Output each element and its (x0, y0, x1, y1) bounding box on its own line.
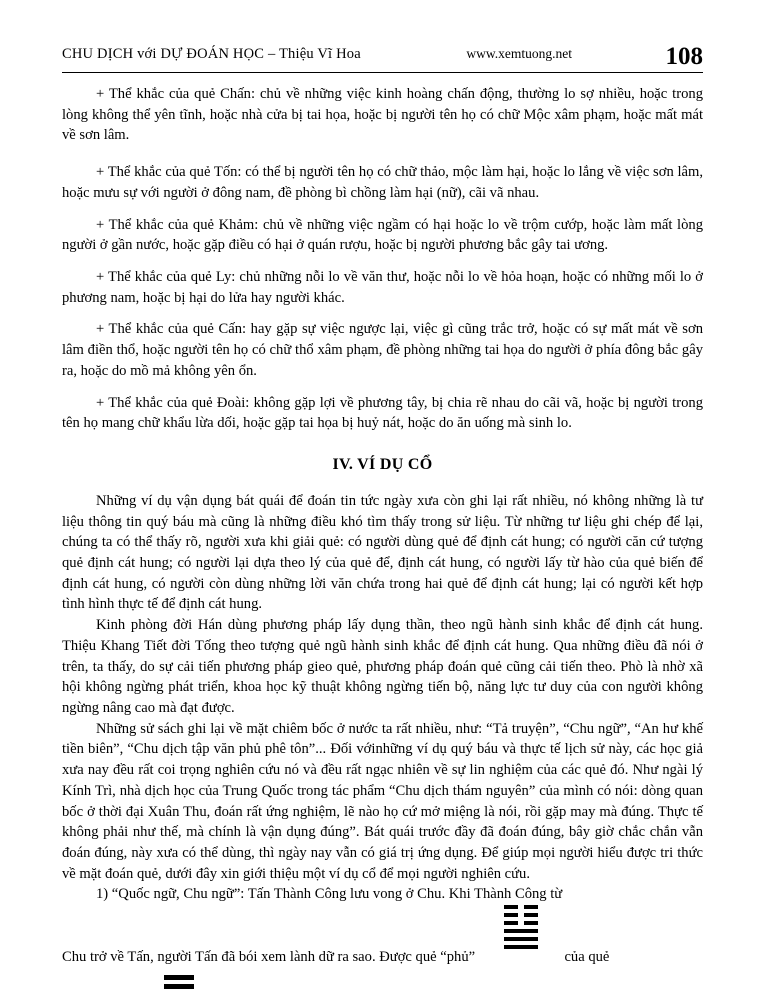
final-text-line (62, 947, 703, 968)
hexagram-fragment-icon (164, 975, 194, 993)
hexagram-fragment-line-1 (164, 984, 194, 989)
final-line-part2: của quẻ (564, 949, 610, 966)
paragraph-vidu-4: 1) “Quốc ngữ, Chu ngữ”: Tấn Thành Công lưu vong ở Chu. Khi Thành Công từ (96, 886, 563, 903)
paragraph-than-doai: + Thể khắc của quẻ Đoài: không gặp lợi về phương tây, bị chia rẽ nhau do cãi vã, hoặc bị người trong tên họ mang chữ khẩu lừa dối, hoặc gặp tai họa bị huỷ nát, hoặc do ăn uống mà sinh lo. (62, 394, 703, 432)
paragraph-vidu-2: Kinh phòng đời Hán dùng phương pháp lấy dụng thần, theo ngũ hành sinh khắc để định cát hung. Thiệu Khang Tiết đời Tống theo tượng quẻ ngũ hành sinh khắc để định cát hung. Qua những điều đã nói ở trên, ta thấy, do sự cải tiến phương pháp gieo quẻ, phương pháp đoán quẻ cũng cải tiến theo. Phò là nhờ xã hội không ngừng phát triển, khoa học kỹ thuật không ngừng tiến bộ, năng lực tư duy của con người không ngừng nâng cao mà đạt được. (62, 617, 703, 716)
header-url[interactable]: www.xemtuong.net (466, 46, 572, 61)
paragraph-vidu-3: Những sử sách ghi lại về mặt chiêm bốc ở nước ta rất nhiều, như: “Tả truyện”, “Chu ngữ”, “An hư khế tiền biên”, “Chu dịch tập văn phủ phê tôn”... Đối vớinhững ví dụ quý báu và thực tế lịch sử này, các học giả xưa nay đều rất coi trọng nghiên cứu nó và đều rất ngạc nhiên về sự lin nghiệm của các quẻ đó. Như ngài lý Kính Trì, nhà dịch học của Trung Quốc trong tác phẩm “Chu dịch thám nguyên” của mình có nói: dòng quan bốc ở thời đại Xuân Thu, đoán rất ứng nghiệm, lẽ nào họ cứ mở miệng là nói, rồi gặp may mà đúng. Thực tế không phải như thế, mà chính là vận dụng đúng”. Bát quái trước đầy đã đoán đúng, bây giờ chắc chắn vẫn đoán đúng, này xưa có thể dùng, thì ngày nay vẫn có giá trị ứng dụng. Để giúp mọi người hiểu được tri thức về mặt đoán quẻ, dưới đây xin giới thiệu một ví dụ cổ để mọi người nghiên cứu. (62, 720, 703, 882)
hexagram-fragment-line-2 (164, 975, 194, 980)
paragraph-than-ly: + Thể khắc của quẻ Ly: chủ những nỗi lo về văn thư, hoặc nỗi lo về hỏa hoạn, hoặc có những mối lo ở phương nam, hoặc bị hại do lửa hay người khác. (62, 269, 703, 306)
hexagram-line-3 (504, 929, 538, 933)
hexagram-line-6 (504, 905, 538, 909)
hexagram-line-5 (504, 913, 538, 917)
paragraph-vidu-1: Những ví dụ vận dụng bát quái để đoán tin tức ngày xưa còn ghi lại rất nhiều, nó không những là tư liệu thông tin quý báu mà cũng là những điều khó tìm thấy trong sử liệu. Từ những tư liệu ghi chép để lại, chúng ta có thể thấy rõ, người xưa khi giải quẻ: có người dùng quẻ để định cát hung; có người căn cứ tượng quẻ định cát hung; có người lại dựa theo lý của quẻ để, định cát hung, có người lấy từ hào của quẻ biến để định cát hung, có người còn dùng những lời văn chứa trong hai quẻ để định cát hung; lại có người kết hợp tình hình thực tế để định cát hung. (62, 492, 703, 613)
header-divider (62, 72, 703, 73)
paragraph-than-kham: + Thể khắc của quẻ Khảm: chủ về những việc ngầm có hại hoặc lo về trộm cướp, hoặc làm mất lòng người ở gần nước, hoặc gặp điều có hại ở quán rượu, hoặc bị người phương bắc gây tai ương. (62, 216, 703, 254)
paragraph-than-can: + Thể khắc của quẻ Cấn: hay gặp sự việc ngược lại, việc gì cũng trắc trở, hoặc có sự mất mát về sơn lâm điền thổ, hoặc người tên họ có chữ thổ xâm phạm, đề phòng những tai họa do người ở phía đông bắc gây ra, hoặc do mồ mả không yên ổn. (62, 321, 703, 379)
page-number: 108 (665, 43, 703, 70)
hexagram-illustration-area (62, 905, 703, 1001)
section-title: IV. VÍ DỤ CỔ (332, 456, 433, 474)
header-title: CHU DỊCH với DỰ ĐOÁN HỌC – Thiệu Vĩ Hoa (62, 46, 361, 62)
paragraph-than-chan: + Thể khắc của quẻ Chấn: chủ về những việc kinh hoàng chấn động, thường lo sợ nhiều, hoặc trong lòng không thể yên tĩnh, hoặc nhà cửa bị tai họa, hoặc bị người tên họ có chữ Mộc xâm phạm, hoặc mất mát về sơn lâm. (62, 86, 703, 144)
paragraph-than-ton: + Thể khắc của quẻ Tốn: có thể bị người tên họ có chữ thảo, mộc làm hại, hoặc lo lắng về việc sơn lâm, hoặc mưu sự với người ở đông nam, đề phòng bì chồng làm hại (nữ), cãi vã nhau. (62, 164, 703, 201)
hexagram-phu-icon (504, 905, 538, 953)
page-header (62, 38, 703, 70)
hexagram-line-4 (504, 921, 538, 925)
hexagram-line-2 (504, 937, 538, 941)
page-content (62, 84, 703, 1001)
final-line-part1: Chu trở về Tấn, người Tấn đã bói xem lành dữ ra sao. Được quẻ “phủ” (62, 949, 476, 966)
